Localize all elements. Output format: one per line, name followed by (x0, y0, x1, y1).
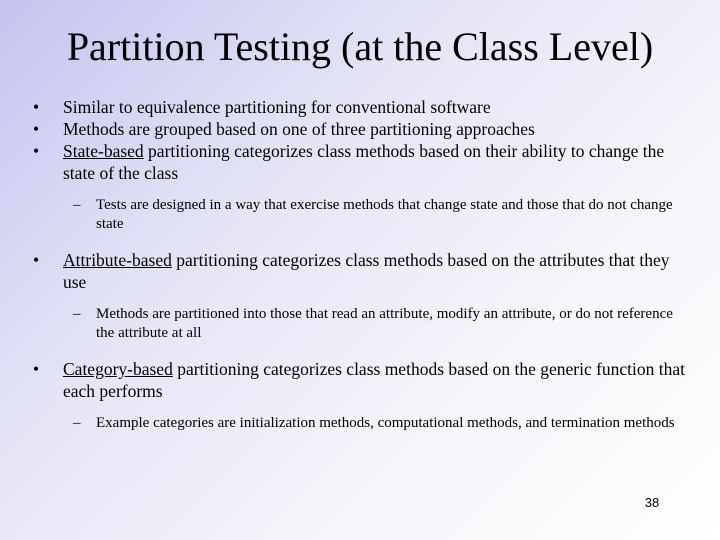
bullet-term-attribute-based: Attribute-based (63, 250, 172, 270)
bullet-term-state-based: State-based (63, 141, 144, 161)
bullet-marker: • (33, 97, 40, 117)
sub-bullet-text: Methods are partitioned into those that read an attribute, modify an attribute, or do not reference the attribute at all (96, 306, 673, 341)
bullet-text: partitioning categorizes class methods based on the attributes that they use (63, 250, 670, 292)
sub-bullet-marker: – (73, 306, 81, 322)
sub-bullet-text: Example categories are initialization methods, computational methods, and termination methods (96, 415, 675, 431)
sub-bullet-marker: – (73, 415, 81, 431)
bullet-item (0, 249, 720, 293)
bullet-marker: • (33, 141, 40, 161)
bullet-item (0, 140, 720, 184)
bullet-marker: • (33, 250, 40, 270)
sub-bullet-marker: – (73, 197, 81, 213)
bullet-text: partitioning categorizes class methods based on their ability to change the state of the class (63, 141, 665, 183)
sub-bullet-text: Tests are designed in a way that exercise methods that change state and those that do not change state (96, 197, 673, 232)
bullet-text: partitioning categorizes class methods based on the generic function that each performs (63, 359, 686, 401)
sub-bullet-item (0, 196, 720, 234)
bullet-marker: • (33, 119, 40, 139)
sub-bullet-item (0, 414, 720, 433)
sub-bullet-item (0, 305, 720, 343)
bullet-term-category-based: Category-based (63, 359, 173, 379)
bullet-item (0, 118, 720, 140)
bullet-marker: • (33, 359, 40, 379)
page-number: 38 (644, 495, 660, 510)
bullet-item (0, 96, 720, 118)
bullet-list (0, 96, 720, 433)
bullet-text: Methods are grouped based on one of three partitioning approaches (63, 119, 535, 139)
slide-title: Partition Testing (at the Class Level) (66, 24, 654, 69)
bullet-text: Similar to equivalence partitioning for conventional software (63, 97, 491, 117)
bullet-item (0, 358, 720, 402)
